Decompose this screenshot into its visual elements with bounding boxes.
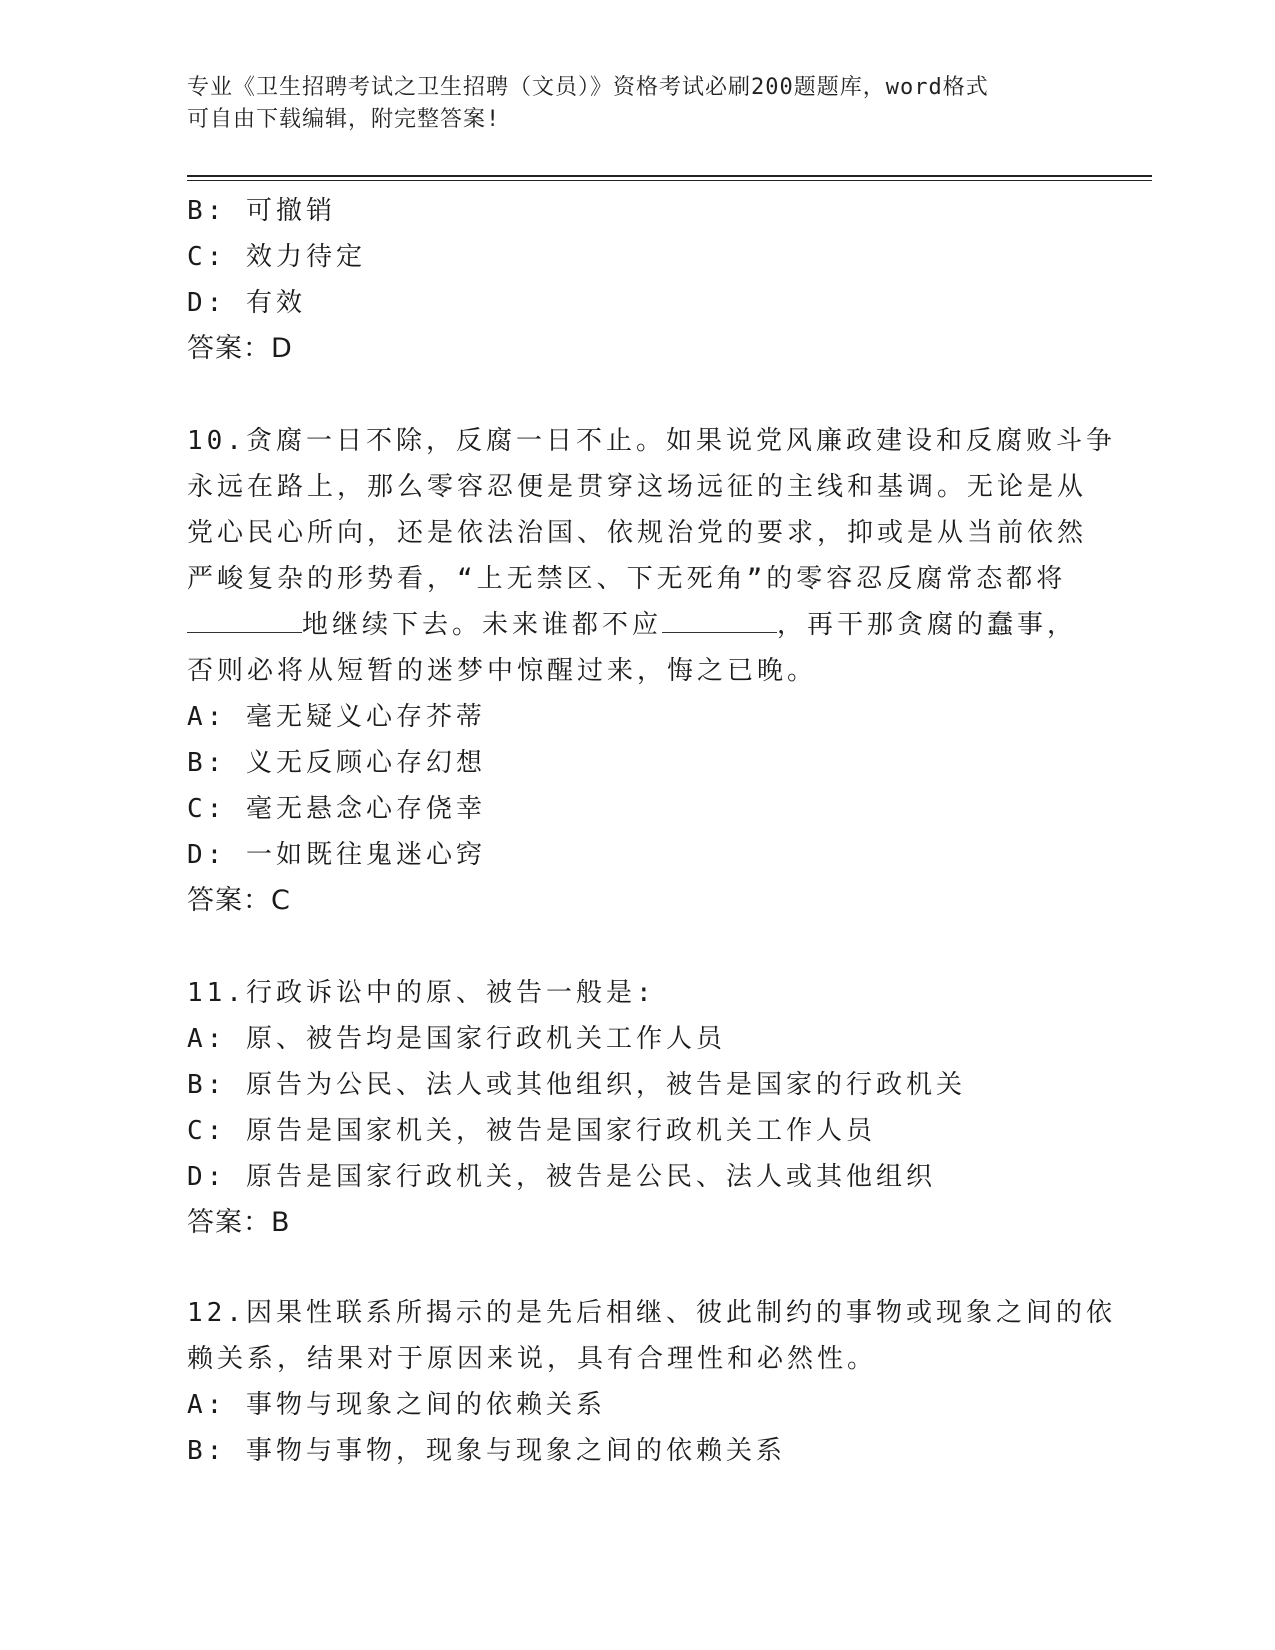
header-title-line-2: 可自由下载编辑，附完整答案! bbox=[187, 107, 501, 132]
question-stem-line: 否则必将从短暂的迷梦中惊醒过来，悔之已晚。 bbox=[187, 656, 818, 686]
option-c: C: 效力待定 bbox=[187, 242, 366, 272]
option-b: B: 原告为公民、法人或其他组织，被告是国家的行政机关 bbox=[187, 1070, 966, 1100]
option-d: D: 一如既往鬼迷心窍 bbox=[187, 840, 486, 870]
option-b: B: 义无反顾心存幻想 bbox=[187, 748, 486, 778]
question-12 bbox=[187, 1290, 1147, 1474]
document-body bbox=[187, 188, 1147, 1474]
option-a: A: 原、被告均是国家行政机关工作人员 bbox=[187, 1024, 726, 1054]
question-stem-line: 党心民心所向，还是依法治国、依规治党的要求，抑或是从当前依然 bbox=[187, 518, 1088, 548]
option-b: B: 事物与事物，现象与现象之间的依赖关系 bbox=[187, 1436, 786, 1466]
option-d: D: 有效 bbox=[187, 288, 306, 318]
question-9-tail bbox=[187, 188, 1147, 372]
option-a: A: 事物与现象之间的依赖关系 bbox=[187, 1390, 606, 1420]
question-11 bbox=[187, 970, 1147, 1246]
question-10 bbox=[187, 418, 1147, 924]
option-d: D: 原告是国家行政机关，被告是公民、法人或其他组织 bbox=[187, 1162, 936, 1192]
question-stem-line-with-blanks bbox=[187, 602, 1147, 648]
spacer bbox=[187, 1246, 1147, 1290]
question-stem-line: 12.因果性联系所揭示的是先后相继、彼此制约的事物或现象之间的依 bbox=[187, 1298, 1116, 1328]
document-header bbox=[187, 72, 1087, 136]
spacer bbox=[187, 372, 1147, 418]
answer-label: 答案：D bbox=[187, 333, 293, 364]
fill-blank-2 bbox=[662, 608, 777, 633]
answer-label: 答案：C bbox=[187, 885, 291, 916]
spacer bbox=[187, 924, 1147, 970]
header-title-line-1: 专业《卫生招聘考试之卫生招聘（文员）》资格考试必刷200题题库，word格式 bbox=[187, 75, 989, 100]
option-c: C: 毫无悬念心存侥幸 bbox=[187, 794, 486, 824]
header-divider bbox=[187, 175, 1152, 181]
question-stem-line: 赖关系，结果对于原因来说，具有合理性和必然性。 bbox=[187, 1344, 878, 1374]
option-c: C: 原告是国家机关，被告是国家行政机关工作人员 bbox=[187, 1116, 876, 1146]
answer-label: 答案：B bbox=[187, 1207, 291, 1238]
question-stem-line: 10.贪腐一日不除，反腐一日不止。如果说党风廉政建设和反腐败斗争 bbox=[187, 426, 1116, 456]
stem-text: ，再干那贪腐的蠢事， bbox=[777, 610, 1078, 640]
option-b: B: 可撤销 bbox=[187, 196, 336, 226]
question-stem-line: 11.行政诉讼中的原、被告一般是: bbox=[187, 978, 656, 1008]
question-stem-line: 永远在路上，那么零容忍便是贯穿这场远征的主线和基调。无论是从 bbox=[187, 472, 1088, 502]
question-stem-line: 严峻复杂的形势看，“上无禁区、下无死角”的零容忍反腐常态都将 bbox=[187, 564, 1067, 594]
fill-blank-1 bbox=[187, 608, 302, 633]
option-a: A: 毫无疑义心存芥蒂 bbox=[187, 702, 486, 732]
stem-text: 地继续下去。未来谁都不应 bbox=[302, 610, 663, 640]
